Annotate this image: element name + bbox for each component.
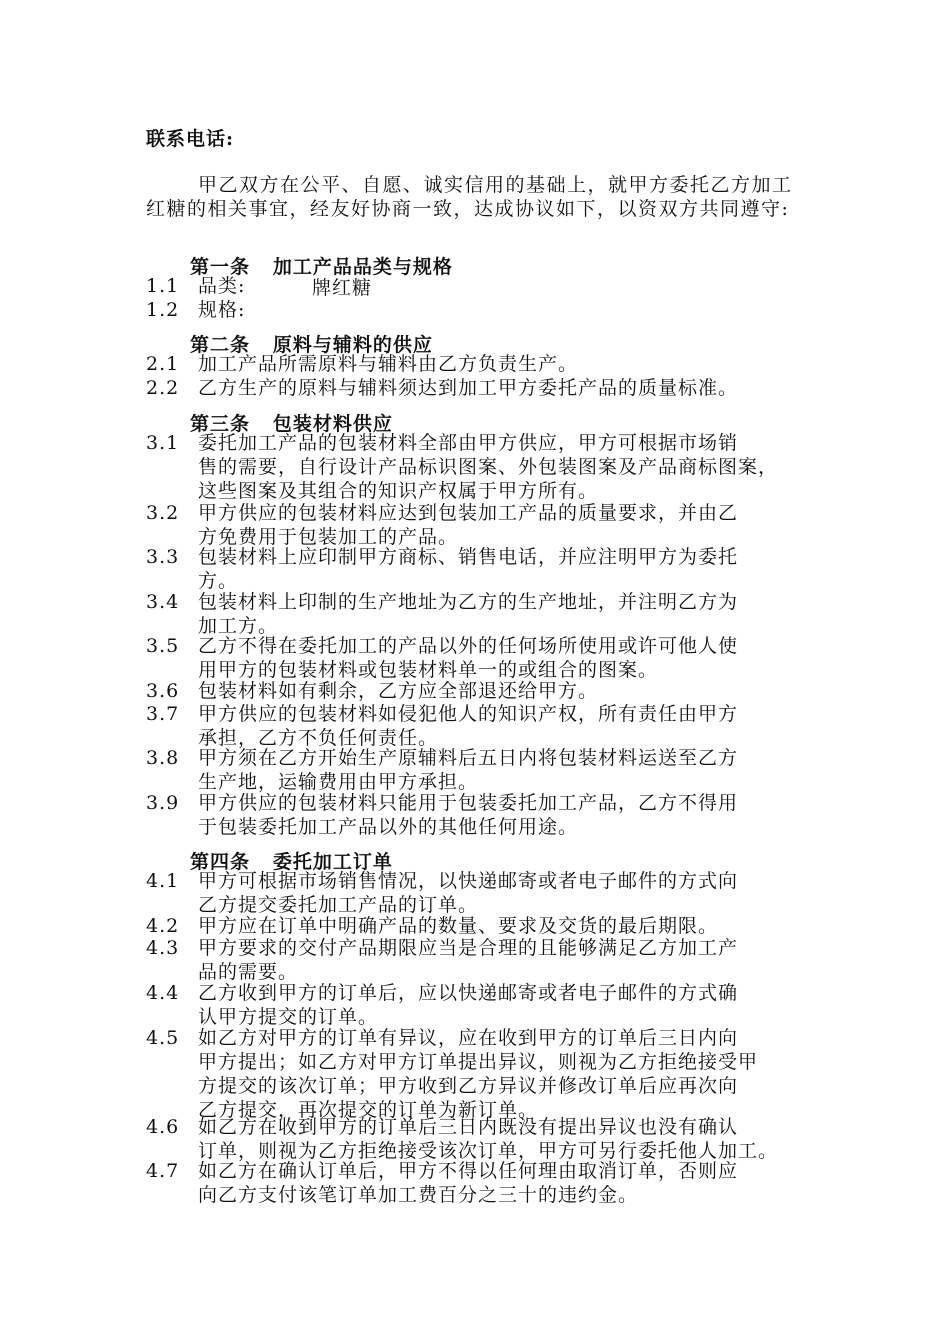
clause-line: 售的需要，自行设计产品标识图案、外包装图案及产品商标图案，	[198, 456, 779, 478]
clause-number: 1.2	[146, 299, 180, 321]
clause-line: 甲方提出；如乙方对甲方订单提出异议，则视为乙方拒绝接受甲	[198, 1051, 759, 1073]
clause-line: 如乙方在收到甲方的订单后三日内既没有提出异议也没有确认	[198, 1116, 739, 1138]
clause-4-7	[146, 1159, 738, 1207]
clause-number: 4.2	[146, 915, 180, 937]
clause-line: 于包装委托加工产品以外的其他任何用途。	[198, 816, 579, 838]
clause-1-2	[146, 298, 245, 322]
clause-4-6	[146, 1115, 778, 1163]
clause-number: 3.2	[146, 502, 180, 524]
clause-line: 甲方供应的包装材料只能用于包装委托加工产品，乙方不得用	[198, 792, 739, 814]
clause-3-4	[146, 590, 738, 638]
clause-line: 生产地，运输费用由甲方承担。	[198, 771, 479, 793]
clause-1-1	[146, 274, 245, 298]
clause-number: 4.5	[146, 1027, 180, 1049]
clause-3-8	[146, 746, 738, 794]
clause-line: 认甲方提交的订单。	[198, 1006, 379, 1028]
clause-4-5	[146, 1026, 758, 1122]
clause-line: 甲方须在乙方开始生产原辅料后五日内将包装材料运送至乙方	[198, 747, 739, 769]
clause-number: 1.1	[146, 275, 180, 297]
clause-number: 4.3	[146, 937, 180, 959]
clause-line: 包装材料上印制的生产地址为乙方的生产地址，并注明乙方为	[198, 591, 739, 613]
clause-3-6	[146, 679, 598, 703]
clause-4-1	[146, 869, 738, 917]
article-4-heading: 第四条 委托加工订单	[190, 851, 393, 873]
clause-number: 4.6	[146, 1116, 180, 1138]
clause-line: 甲方供应的包装材料应达到包装加工产品的质量要求，并由乙	[198, 502, 739, 524]
clause-line: 包装材料上应印制甲方商标、销售电话，并应注明甲方为委托	[198, 546, 739, 568]
clause-3-5	[146, 634, 738, 682]
clause-4-4	[146, 981, 738, 1029]
clause-line: 甲方供应的包装材料如侵犯他人的知识产权，所有责任由甲方	[198, 703, 739, 725]
article-2-heading: 第二条 原料与辅料的供应	[190, 334, 433, 356]
clause-text: 品类:	[198, 275, 246, 297]
clause-line: 品的需要。	[198, 961, 299, 983]
clause-3-3	[146, 545, 738, 593]
article-1-heading: 第一条 加工产品品类与规格	[190, 256, 453, 278]
clause-number: 3.5	[146, 635, 180, 657]
clause-number: 3.8	[146, 747, 180, 769]
clause-line: 订单，则视为乙方拒绝接受该次订单，甲方可另行委托他人加工。	[198, 1140, 779, 1162]
clause-number: 3.7	[146, 703, 180, 725]
clause-line: 乙方提交委托加工产品的订单。	[198, 894, 479, 916]
clause-3-7	[146, 702, 738, 750]
clause-line: 乙方不得在委托加工的产品以外的任何场所使用或许可他人使	[198, 635, 739, 657]
clause-line: 甲方可根据市场销售情况，以快递邮寄或者电子邮件的方式向	[198, 870, 739, 892]
clause-line: 方提交的该次订单；甲方收到乙方异议并修改订单后应再次向	[198, 1075, 739, 1097]
clause-line: 甲方要求的交付产品期限应当是合理的且能够满足乙方加工产	[198, 937, 739, 959]
clause-number: 3.4	[146, 591, 180, 613]
clause-2-1	[146, 352, 578, 376]
clause-number: 2.2	[146, 377, 180, 399]
clause-line: 委托加工产品的包装材料全部由甲方供应，甲方可根据市场销	[198, 432, 739, 454]
clause-line: 如乙方在确认订单后，甲方不得以任何理由取消订单，否则应	[198, 1160, 739, 1182]
intro-paragraph: 甲乙双方在公平、自愿、诚实信用的基础上，就甲方委托乙方加工红糖的相关事宜，经友好协商一致，达成协议如下，以资双方共同遵守:	[146, 174, 793, 220]
contact-phone-label: 联系电话:	[146, 128, 235, 150]
clause-line: 加工方。	[198, 615, 279, 637]
clause-line: 方。	[198, 570, 239, 592]
clause-number: 3.1	[146, 432, 180, 454]
clause-line: 包装材料如有剩余，乙方应全部退还给甲方。	[198, 680, 599, 702]
clause-line: 乙方提交，再次提交的订单为新订单。	[198, 1099, 539, 1121]
clause-number: 3.3	[146, 546, 180, 568]
clause-number: 4.7	[146, 1160, 180, 1182]
clause-number: 4.1	[146, 870, 180, 892]
clause-line: 乙方收到甲方的订单后，应以快递邮寄或者电子邮件的方式确	[198, 982, 739, 1004]
clause-text: 加工产品所需原料与辅料由乙方负责生产。	[198, 353, 579, 375]
category-value: 牌红糖	[312, 277, 373, 299]
clause-line: 用甲方的包装材料或包装材料单一的或组合的图案。	[198, 659, 659, 681]
clause-number: 3.9	[146, 792, 180, 814]
clause-4-3	[146, 936, 738, 984]
clause-line: 这些图案及其组合的知识产权属于甲方所有。	[198, 480, 599, 502]
article-3-heading: 第三条 包装材料供应	[190, 413, 393, 435]
clause-4-2	[146, 914, 718, 938]
clause-line: 方免费用于包装加工的产品。	[198, 526, 459, 548]
clause-3-9	[146, 791, 738, 839]
clause-number: 4.4	[146, 982, 180, 1004]
clause-3-2	[146, 501, 738, 549]
clause-line: 如乙方对甲方的订单有异议，应在收到甲方的订单后三日内向	[198, 1027, 739, 1049]
clause-text: 乙方生产的原料与辅料须达到加工甲方委托产品的质量标准。	[198, 377, 739, 399]
clause-number: 2.1	[146, 353, 180, 375]
clause-text: 规格:	[198, 299, 246, 321]
clause-line: 甲方应在订单中明确产品的数量、要求及交货的最后期限。	[198, 915, 719, 937]
clause-number: 3.6	[146, 680, 180, 702]
clause-3-1	[146, 431, 778, 503]
clause-2-2	[146, 376, 738, 400]
clause-line: 向乙方支付该笔订单加工费百分之三十的违约金。	[198, 1184, 639, 1206]
clause-line: 承担，乙方不负任何责任。	[198, 727, 439, 749]
